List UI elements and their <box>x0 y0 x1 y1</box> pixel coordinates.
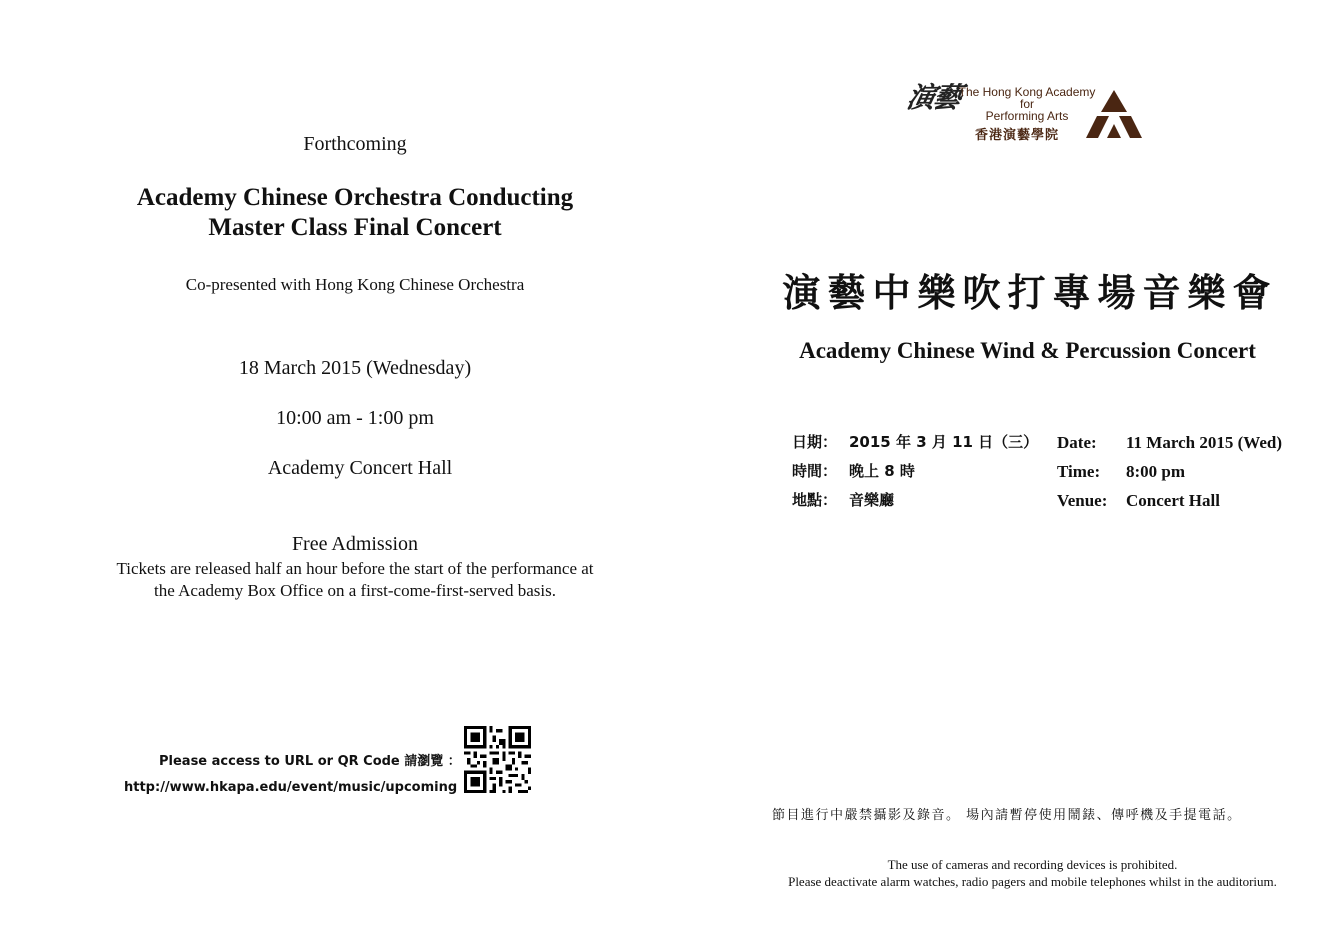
concert-date: 18 March 2015 (Wednesday) <box>238 357 472 379</box>
info-zh-time-label: 時間： <box>792 462 838 480</box>
notice-english <box>740 856 1325 890</box>
info-zh-date-label: 日期： <box>792 433 838 451</box>
access-label: Please access to URL or QR Code 請瀏覽 ： <box>159 754 461 769</box>
academy-triangle-logo-icon <box>1083 90 1145 142</box>
info-zh-venue-value: 音樂廳 <box>849 491 895 509</box>
english-concert-title: Academy Chinese Wind & Percussion Concert <box>799 338 1256 363</box>
concert-venue: Academy Concert Hall <box>267 457 453 479</box>
info-en-date-value: 11 March 2015 (Wed) <box>1126 433 1282 452</box>
concert-title-line1: Academy Chinese Orchestra Conducting <box>136 184 574 211</box>
info-en-venue-value: Concert Hall <box>1126 491 1220 510</box>
free-admission-heading: Free Admission <box>291 533 419 555</box>
concert-title-line2: Master Class Final Concert <box>208 214 502 241</box>
logo-calligraphy: 演藝 <box>903 81 963 114</box>
concert-time: 10:00 am - 1:00 pm <box>276 407 434 429</box>
ticket-info-line1: Tickets are released half an hour before the start of the performance at <box>116 559 594 578</box>
info-en-time-value: 8:00 pm <box>1126 462 1186 481</box>
logo-chinese-name: 香港演藝學院 <box>975 128 1060 143</box>
copresented-text: Co-presented with Hong Kong Chinese Orchestra <box>185 275 525 294</box>
info-zh-values <box>849 428 1038 515</box>
logo-english-name: The Hong Kong Academy for Performing Arts <box>958 85 1096 123</box>
event-url-link[interactable]: http://www.hkapa.edu/event/music/upcoming <box>124 780 458 795</box>
notice-english-line2: Please deactivate alarm watches, radio pagers and mobile telephones whilst in the auditorium. <box>788 874 1277 889</box>
notice-chinese: 節目進行中嚴禁攝影及錄音。 場內請暫停使用鬧錶、傳呼機及手提電話。 <box>772 808 1242 823</box>
info-zh-labels <box>792 428 837 515</box>
info-en-date-label: Date: <box>1057 433 1097 452</box>
info-en-values <box>1126 428 1282 515</box>
academy-logo <box>905 82 1150 148</box>
info-en-time-label: Time: <box>1057 462 1101 481</box>
notice-english-line1: The use of cameras and recording devices is prohibited. <box>887 857 1178 872</box>
info-zh-date-value: 2015 年 3 月 11 日（三） <box>849 433 1039 451</box>
qr-code-icon[interactable] <box>464 726 531 793</box>
forthcoming-label: Forthcoming <box>303 133 407 155</box>
info-en-labels <box>1057 428 1107 515</box>
ticket-info-line2: the Academy Box Office on a first-come-first-served basis. <box>154 581 556 600</box>
info-zh-venue-label: 地點： <box>792 491 838 509</box>
chinese-concert-title: 演藝中樂吹打專場音樂會 <box>782 271 1278 315</box>
concert-title <box>80 183 630 243</box>
info-zh-time-value: 晚上 8 時 <box>849 462 915 480</box>
info-en-venue-label: Venue: <box>1057 491 1108 510</box>
ticket-info <box>70 558 640 602</box>
